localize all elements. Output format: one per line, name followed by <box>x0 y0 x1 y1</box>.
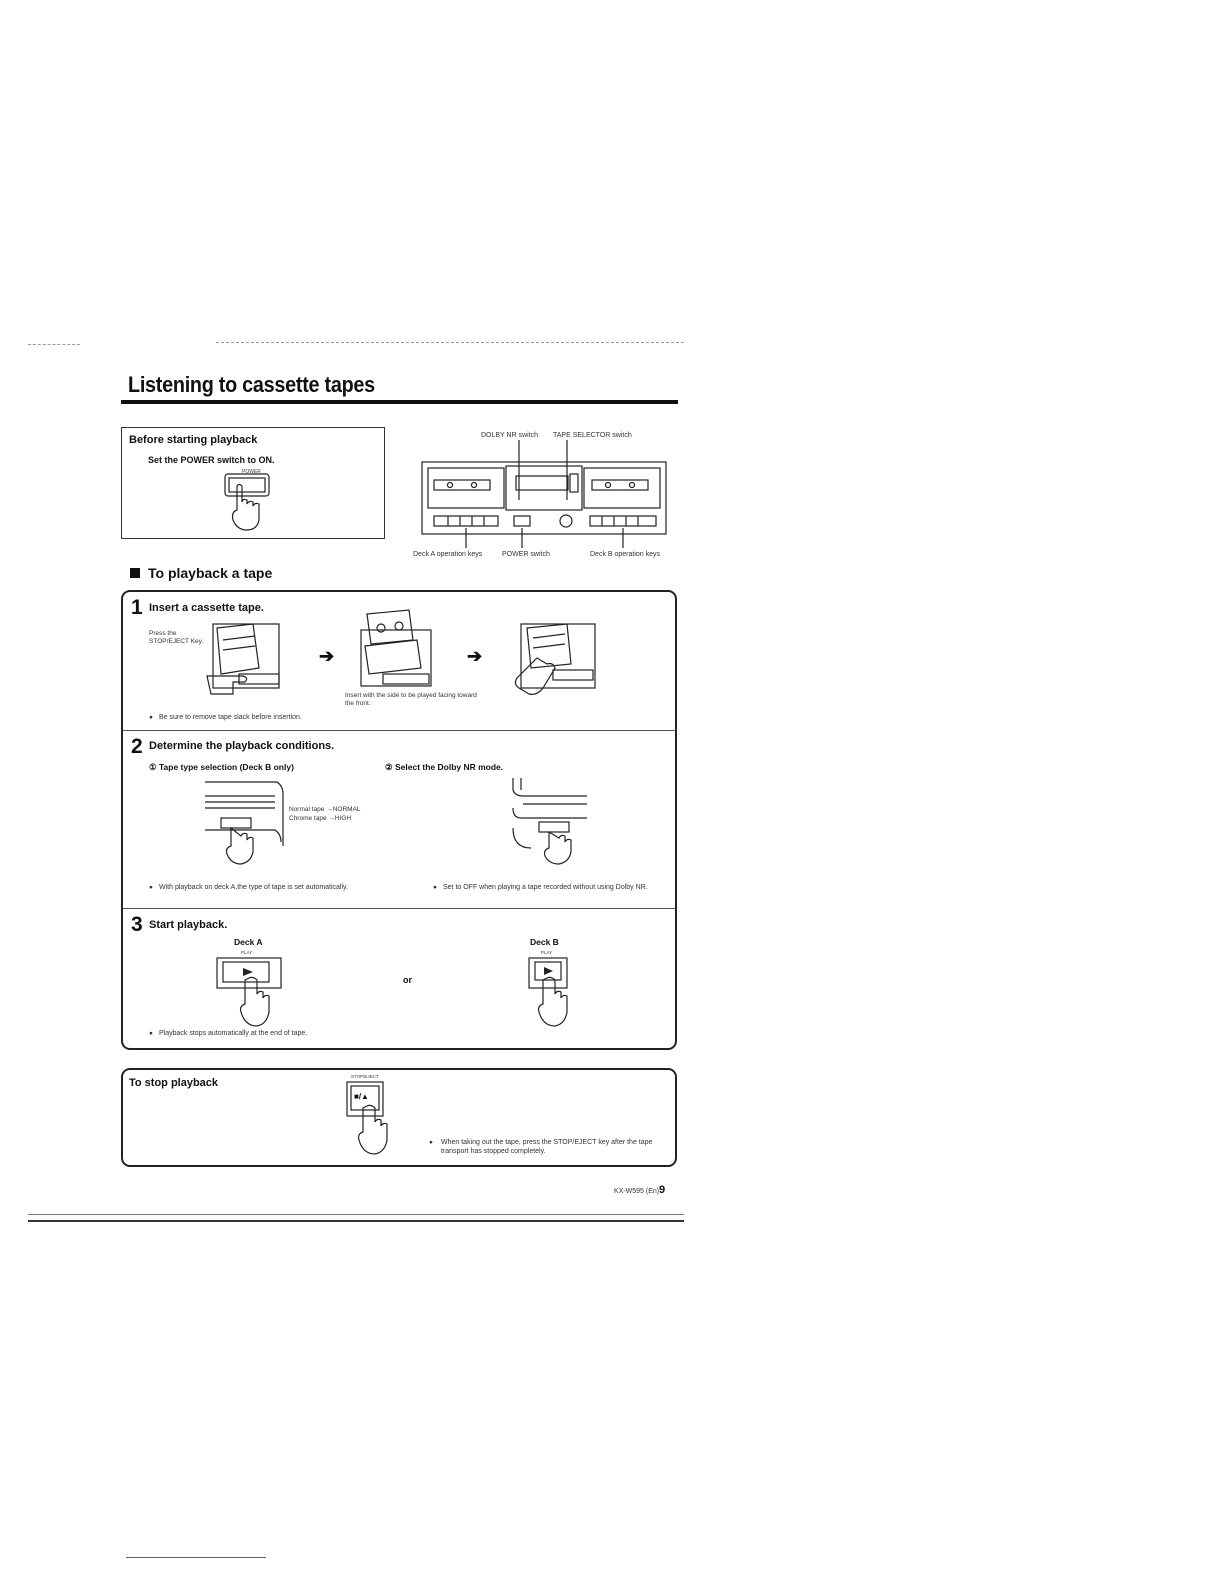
dolby-nr-illustration <box>509 778 589 864</box>
step1-heading: Insert a cassette tape. <box>149 602 264 614</box>
playback-steps-box <box>121 590 677 1050</box>
dolby-switch-label: DOLBY NR switch <box>481 432 539 439</box>
arrow-icon-1: ➔ <box>319 646 335 666</box>
deck-b-play-label: PLAY <box>541 950 553 955</box>
or-label: or <box>403 975 412 985</box>
section-heading: To playback a tape <box>148 565 273 581</box>
deck-a-label: Deck A <box>234 937 263 947</box>
arrow-icon-2: ➔ <box>467 646 483 666</box>
before-playback-heading: Before starting playback <box>129 434 258 446</box>
step1-separator <box>123 730 675 731</box>
page-title: Listening to cassette tapes <box>128 372 375 397</box>
step2-heading: Determine the playback conditions. <box>149 740 335 752</box>
step3-note: Playback stops automatically at the end of tape. <box>159 1030 308 1037</box>
deck-b-play-illustration <box>527 956 571 1030</box>
step1-note: Be sure to remove tape slack before insertion. <box>159 714 302 721</box>
before-playback-box <box>121 427 385 539</box>
step2-separator <box>123 908 675 909</box>
top-dashed-rule-right <box>216 342 684 343</box>
step2-note-left-bullet: ● <box>149 884 153 891</box>
bottom-blue-line <box>126 1557 266 1558</box>
bottom-rule-thick <box>28 1220 684 1222</box>
step2-sub2: ② Select the Dolby NR mode. <box>385 762 504 772</box>
step1-close-holder-illustration <box>507 618 603 698</box>
step2-note-right-bullet: ● <box>433 884 437 891</box>
step3-note-bullet: ● <box>149 1030 153 1037</box>
power-key-hand-illustration <box>217 474 277 534</box>
step1-number: 1 <box>131 596 143 619</box>
deck-a-keys-label: Deck A operation keys <box>413 551 483 558</box>
tape-selector-switch-label: TAPE SELECTOR switch <box>553 432 632 439</box>
front-panel-illustration <box>420 440 670 550</box>
step2-note-left: With playback on deck A,the type of tape is set automatically. <box>159 884 348 891</box>
title-rule <box>121 400 678 404</box>
step1-insert-caption: Insert with the side to be played facing toward the front. <box>345 692 477 707</box>
chrome-tape-label: Chrome tape →HIGH <box>289 815 352 822</box>
before-playback-instruction: Set the POWER switch to ON. <box>148 455 275 465</box>
stop-key-label: STOP/EJECT <box>351 1074 379 1079</box>
step1-press-eject-illustration <box>203 620 293 702</box>
top-dashed-rule-left <box>28 344 80 345</box>
stop-key-symbol: ■/▲ <box>354 1092 369 1101</box>
normal-tape-label: Normal tape →NORMAL <box>289 806 361 813</box>
step2-number: 2 <box>131 735 143 758</box>
deck-b-label: Deck B <box>530 937 559 947</box>
step1-press-label: Press the STOP/EJECT Key. <box>149 630 204 645</box>
step1-insert-cassette-illustration <box>357 610 443 690</box>
step3-heading: Start playback. <box>149 919 228 931</box>
stop-note: When taking out the tape, press the STOP/EJECT key after the tape transport has stopped completely. <box>441 1139 653 1155</box>
deck-a-play-label: PLAY <box>241 950 253 955</box>
footer-model: KX-W595 (En) <box>614 1188 660 1195</box>
tape-selector-illustration <box>203 782 287 864</box>
power-switch-label: POWER switch <box>502 551 550 558</box>
step2-note-right: Set to OFF when playing a tape recorded without using Dolby NR. <box>443 884 648 891</box>
stop-heading: To stop playback <box>129 1077 219 1089</box>
step3-number: 3 <box>131 913 143 936</box>
bottom-rule-thin <box>28 1214 684 1215</box>
stop-note-bullet: ● <box>429 1139 433 1146</box>
power-key-label: POWER <box>242 469 261 475</box>
section-bullet <box>130 568 140 578</box>
stop-playback-box <box>121 1068 677 1167</box>
step1-note-bullet: ● <box>149 714 153 721</box>
step2-sub1: ① Tape type selection (Deck B only) <box>149 762 294 772</box>
deck-a-play-illustration <box>215 956 283 1030</box>
footer-page-number: 9 <box>659 1184 666 1196</box>
deck-b-keys-label: Deck B operation keys <box>590 551 661 558</box>
